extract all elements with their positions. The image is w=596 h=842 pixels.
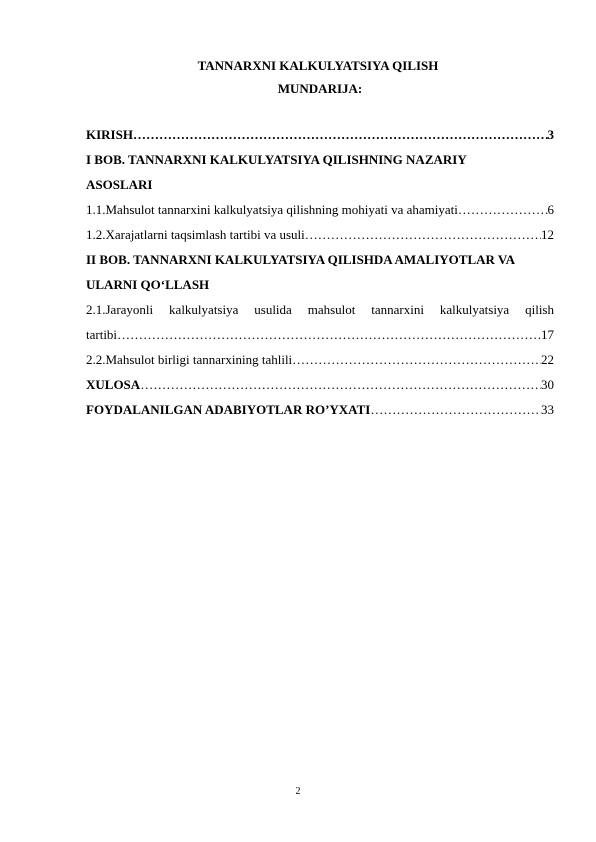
toc-entry-section-2-2[interactable] [86,351,554,369]
toc-entry-chapter-2-line-1[interactable]: II BOB. TANNARXNI KALKULYATSIYA QILISHDA AMALIYOTLAR VA [86,252,516,267]
toc-entry-adabiyotlar[interactable] [86,401,554,419]
toc-entry-kirish[interactable] [86,126,554,144]
toc-entry-section-1-2[interactable] [86,226,554,244]
toc-leader-dots [292,351,541,369]
toc-entry-section-2-1-line-1[interactable]: 2.1.Jarayonli kalkulyatsiya usulida mahsulot tannarxini kalkulyatsiya qilish [86,302,554,317]
toc-entry-label: 2.2.Mahsulot birligi tannarxining tahlili [86,352,293,367]
toc-entry-label: 1.2.Xarajatlarni taqsimlash tartibi va usuli [86,227,305,242]
toc-entry-section-2-1-line-2[interactable] [86,326,554,344]
toc-leader-dots [133,126,548,144]
document-title: TANNARXNI KALKULYATSIYA QILISH [197,58,439,73]
toc-entry-chapter-1-line-2[interactable]: ASOSLARI [86,177,153,192]
toc-entry-chapter-2-line-2[interactable]: ULARNI QO‘LLASH [86,277,210,292]
toc-entry-label: tartibi [86,327,118,342]
toc-leader-dots [117,326,541,344]
toc-page-number: 22 [541,352,554,367]
toc-heading: MUNDARIJA: [277,81,363,96]
toc-page-number: 6 [547,202,554,217]
page-number: 2 [295,786,301,797]
toc-entry-label: XULOSA [86,377,141,392]
toc-leader-dots [140,376,541,394]
toc-page-number: 3 [547,127,554,142]
toc-leader-dots [370,401,541,419]
toc-entry-section-1-1[interactable] [86,201,554,219]
toc-leader-dots [458,201,548,219]
toc-leader-dots [305,226,541,244]
toc-page-number: 12 [541,227,554,242]
toc-page-number: 33 [541,402,554,417]
toc-entry-xulosa[interactable] [86,376,554,394]
toc-entry-label: 1.1.Mahsulot tannarxini kalkulyatsiya qilishning mohiyati va ahamiyati [86,202,458,217]
toc-entry-chapter-1-line-1[interactable]: I BOB. TANNARXNI KALKULYATSIYA QILISHNING NAZARIY [86,152,467,167]
toc-page-number: 17 [541,327,554,342]
toc-entry-label: FOYDALANILGAN ADABIYOTLAR RO’YXATI [86,402,371,417]
toc-entry-label: KIRISH [86,127,133,142]
toc-page-number: 30 [541,377,554,392]
